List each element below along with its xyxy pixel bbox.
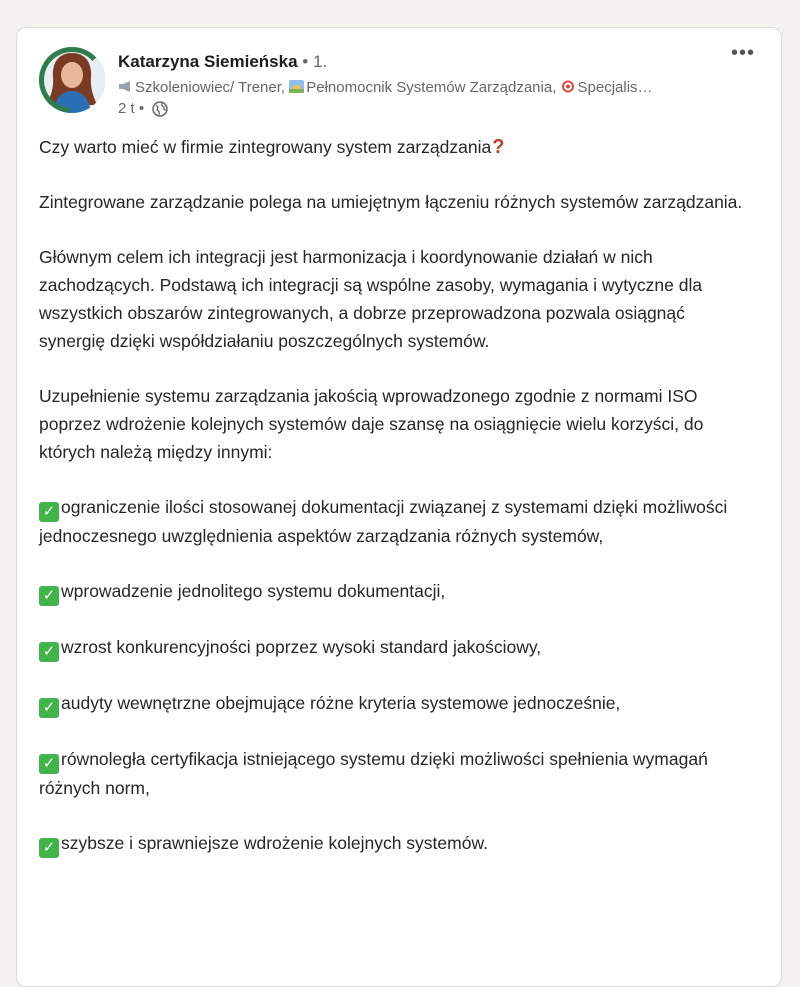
benefit-item: ✓ wzrost konkurencyjności poprzez wysoki standard jakościowy, xyxy=(39,633,751,662)
headline-part-1: Szkoleniowiec/ Trener, xyxy=(135,79,290,96)
question-mark-icon: ? xyxy=(492,136,505,158)
avatar[interactable] xyxy=(39,47,105,113)
check-mark-icon: ✓ xyxy=(39,754,59,774)
target-icon xyxy=(561,80,576,93)
post-body xyxy=(39,133,751,858)
benefit-item: ✓ równoległa certyfikacja istniejącego systemu dzięki możliwości spełnienia wymagań różnych norm, xyxy=(39,749,708,798)
author-line: Katarzyna Siemieńska • 1. xyxy=(118,52,328,71)
post-header xyxy=(17,28,781,128)
benefit-item: ✓ szybsze i sprawniejsze wdrożenie kolejnych systemów. xyxy=(39,829,751,858)
sunrise-icon xyxy=(289,80,304,93)
post-question: Czy warto mieć w firmie zintegrowany system zarządzania? xyxy=(39,133,751,161)
megaphone-icon xyxy=(118,80,133,93)
check-mark-icon: ✓ xyxy=(39,838,59,858)
benefit-item: ✓ ograniczenie ilości stosowanej dokumentacji związanej z systemami dzięki możliwości jednoczesnego uwzględnienia aspektów zarządzania różnych systemów, xyxy=(39,497,728,546)
author-headline xyxy=(118,79,708,96)
avatar-photo xyxy=(39,47,105,113)
headline-part-3: Specjalis… xyxy=(577,79,653,96)
post-paragraph-1: Zintegrowane zarządzanie polega na umiejętnym łączeniu różnych systemów zarządzania. xyxy=(39,192,743,212)
connection-degree: 1. xyxy=(312,52,328,71)
headline-part-2: Pełnomocnik Systemów Zarządzania, xyxy=(306,79,561,96)
globe-icon xyxy=(152,101,168,117)
post-time: 2 t • xyxy=(118,100,145,117)
check-mark-icon: ✓ xyxy=(39,698,59,718)
post-paragraph-3: Uzupełnienie systemu zarządzania jakością wprowadzonego zgodnie z normami ISO poprzez wdrożenie kolejnych systemów daje szansę na osiągnięcie wielu korzyści, do których należą między innymi: xyxy=(39,386,704,462)
benefit-item: ✓ audyty wewnętrzne obejmujące różne kryteria systemowe jednocześnie, xyxy=(39,689,751,718)
author-name[interactable]: Katarzyna Siemieńska xyxy=(118,52,298,71)
benefit-item: ✓ wprowadzenie jednolitego systemu dokumentacji, xyxy=(39,577,751,606)
post-card xyxy=(16,27,782,987)
check-mark-icon: ✓ xyxy=(39,502,59,522)
check-mark-icon: ✓ xyxy=(39,642,59,662)
check-mark-icon: ✓ xyxy=(39,586,59,606)
post-meta xyxy=(118,100,168,117)
more-options-button[interactable]: ••• xyxy=(730,42,755,64)
post-paragraph-2: Głównym celem ich integracji jest harmonizacja i koordynowanie działań w nich zachodzących. Podstawą ich integracji są wspólne zasoby, wymagania i wytyczne dla wszystkich obszarów zintegrowanych, a dobrze przeprowadzona pozwala osiągnąć synergię dzięki współdziałaniu poszczególnych systemów. xyxy=(39,247,703,351)
